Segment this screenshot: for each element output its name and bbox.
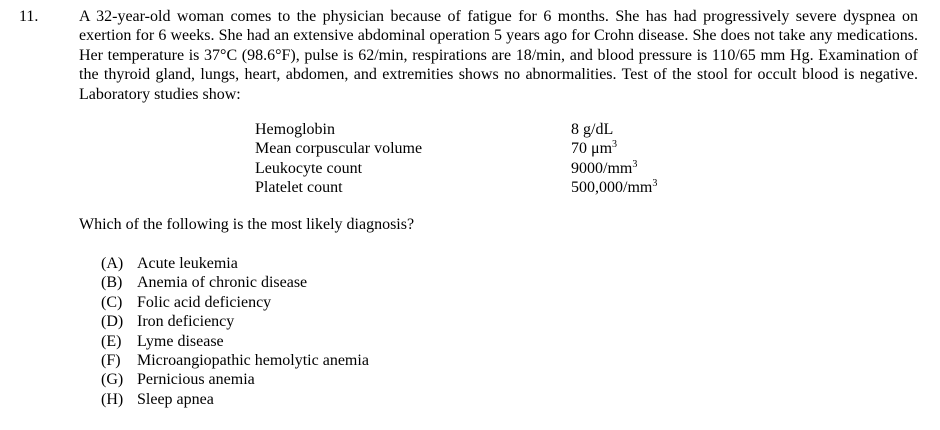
lab-value xyxy=(571,159,637,178)
option-letter: (H) xyxy=(101,390,124,408)
option-text: Lyme disease xyxy=(137,332,224,350)
option-text: Acute leukemia xyxy=(137,255,238,272)
lab-row xyxy=(255,159,695,178)
lab-value xyxy=(571,178,657,197)
option-letter: (E) xyxy=(101,332,122,350)
lab-value xyxy=(571,139,617,158)
option-text: Folic acid deficiency xyxy=(137,293,272,311)
lab-name: Hemoglobin xyxy=(255,121,335,138)
option-letter: (A) xyxy=(101,255,124,272)
lab-value-exponent: 3 xyxy=(612,139,618,151)
lab-name: Mean corpuscular volume xyxy=(255,140,423,158)
lab-row xyxy=(255,178,695,197)
option-text: Anemia of chronic disease xyxy=(137,274,308,292)
option-text: Pernicious anemia xyxy=(137,371,255,389)
option-letter: (D) xyxy=(101,313,124,331)
option-letter: (B) xyxy=(101,274,123,292)
lab-name: Leukocyte count xyxy=(255,159,363,177)
lab-value xyxy=(571,120,613,139)
question-number: 11. xyxy=(19,8,39,25)
lab-results-table xyxy=(255,120,695,197)
lab-row xyxy=(255,139,695,158)
option-text: Sleep apnea xyxy=(137,390,214,408)
question-stem xyxy=(79,7,918,104)
lab-value-exponent: 3 xyxy=(632,158,638,170)
lab-value-text: 8 g/dL xyxy=(571,121,614,138)
lab-value-exponent: 3 xyxy=(652,177,658,189)
lab-name: Platelet count xyxy=(255,178,343,196)
option-letter: (G) xyxy=(101,371,124,389)
option-text: Iron deficiency xyxy=(137,313,235,331)
question-prompt: Which of the following is the most likely diagnosis? xyxy=(79,216,415,233)
lab-value-text: 70 μm xyxy=(571,140,613,158)
stem-text: A 32-year-old woman comes to the physician because of fatigue for 6 months. She has had progressively severe dyspnea on exertion for 6 weeks. She had an extensive abdominal operation 5 years ago for Crohn disease. She does not take any medications. Her temperature is 37°C (98.6°F), pulse is 62/min, respirations are 18/min, and blood pressure is 110/65 mm Hg. Examination of the thyroid gland, lungs, heart, abdomen, and extremities shows no abnormalities. Test of the stool for occult blood is negative. Laboratory studies show: xyxy=(79,8,918,103)
option-letter: (C) xyxy=(101,293,123,311)
option-letter: (F) xyxy=(101,351,121,369)
lab-row xyxy=(255,120,695,139)
lab-value-text: 9000/mm xyxy=(571,159,633,177)
option-text: Microangiopathic hemolytic anemia xyxy=(137,351,369,369)
lab-value-text: 500,000/mm xyxy=(571,178,653,196)
